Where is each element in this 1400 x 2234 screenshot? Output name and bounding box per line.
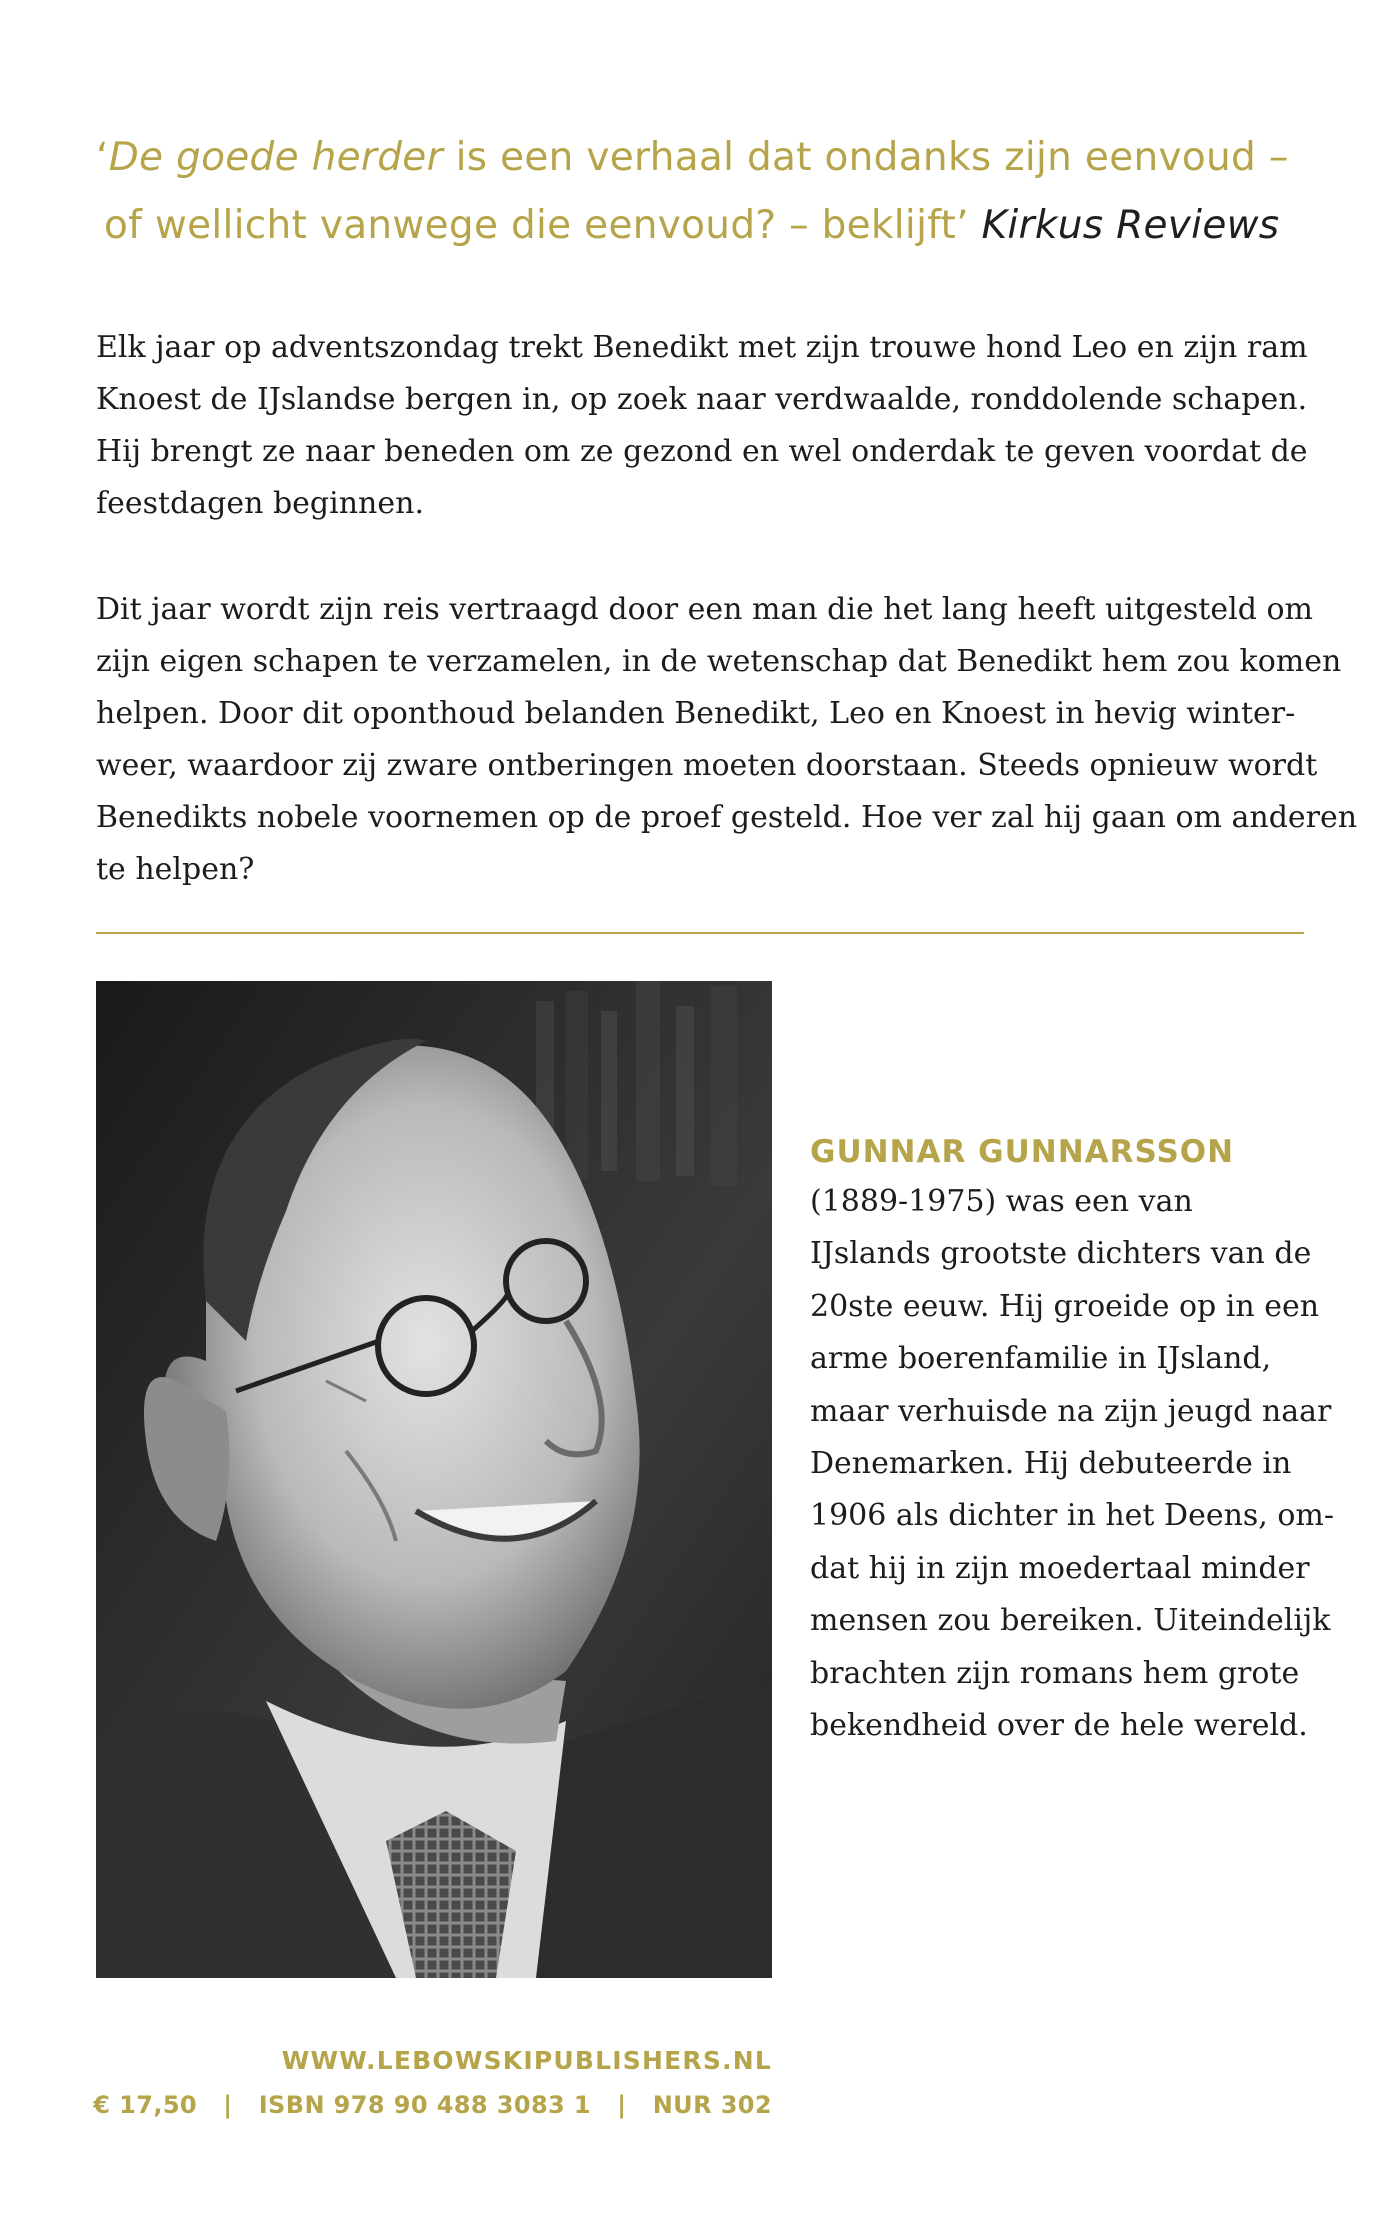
bio-line: dat hij in zijn moedertaal minder <box>810 1550 1310 1586</box>
bio-line: 1906 als dichter in het Deens, om- <box>810 1498 1335 1534</box>
quote-book-title: De goede herder <box>108 135 443 180</box>
blurb-line: Hij brengt ze naar beneden om ze gezond en wel onderdak te geven voordat de <box>96 434 1308 469</box>
author-photo <box>96 981 772 1978</box>
quote-line-2 <box>96 192 1326 260</box>
author-name: GUNNAR GUNNARSSON <box>810 1134 1235 1170</box>
bio-line: (1889-1975) was een van <box>810 1184 1193 1219</box>
blurb-line: Benedikts nobele voornemen op de proef gesteld. Hoe ver zal hij gaan om anderen <box>96 800 1358 835</box>
quote-line-2-text: of wellicht vanwege die eenvoud? – beklijft’ <box>104 203 982 248</box>
quote-line-1-text: is een verhaal dat ondanks zijn eenvoud – <box>442 135 1289 180</box>
blurb-line: te helpen? <box>96 852 255 887</box>
blurb-line: Dit jaar wordt zijn reis vertraagd door een man die het lang heeft uitgesteld om <box>96 592 1313 627</box>
blurb-line: Elk jaar op adventszondag trekt Benedikt met zijn trouwe hond Leo en zijn ram <box>96 330 1308 365</box>
blurb-line: Knoest de IJslandse bergen in, op zoek naar verdwaalde, ronddolende schapen. <box>96 382 1308 417</box>
publisher-website[interactable]: WWW.LEBOWSKIPUBLISHERS.NL <box>281 2046 772 2075</box>
blurb-line: feestdagen beginnen. <box>96 486 424 521</box>
bio-line: Denemarken. Hij debuteerde in <box>810 1446 1292 1482</box>
bio-line: arme boerenfamilie in IJsland, <box>810 1341 1272 1377</box>
section-divider <box>96 932 1304 934</box>
blurb-line: weer, waardoor zij zware ontberingen moeten doorstaan. Steeds opnieuw wordt <box>96 748 1318 783</box>
price-isbn-nur: € 17,50 | ISBN 978 90 488 3083 1 | NUR 302 <box>93 2091 772 2119</box>
bio-line: IJslands grootste dichters van de <box>810 1236 1312 1272</box>
quote-source: Kirkus Reviews <box>981 203 1280 248</box>
bio-line: maar verhuisde na zijn jeugd naar <box>810 1393 1332 1429</box>
blurb-line: zijn eigen schapen te verzamelen, in de wetenschap dat Benedikt hem zou komen <box>96 644 1342 679</box>
bio-line: brachten zijn romans hem grote <box>810 1655 1300 1691</box>
quote-line-1 <box>96 124 1326 192</box>
blurb-line: helpen. Door dit oponthoud belanden Benedikt, Leo en Knoest in hevig winter- <box>96 696 1296 731</box>
blurb-paragraph-1 <box>96 322 1336 530</box>
blurb-paragraph-2 <box>96 584 1358 896</box>
bio-line: bekendheid over de hele wereld. <box>810 1708 1308 1744</box>
quote-open-mark: ‘ <box>96 135 109 180</box>
review-quote <box>96 124 1326 260</box>
bio-line: 20ste eeuw. Hij groeide op in een <box>810 1288 1320 1324</box>
bio-line: mensen zou bereiken. Uiteindelijk <box>810 1603 1331 1639</box>
author-bio <box>810 1128 1335 1752</box>
